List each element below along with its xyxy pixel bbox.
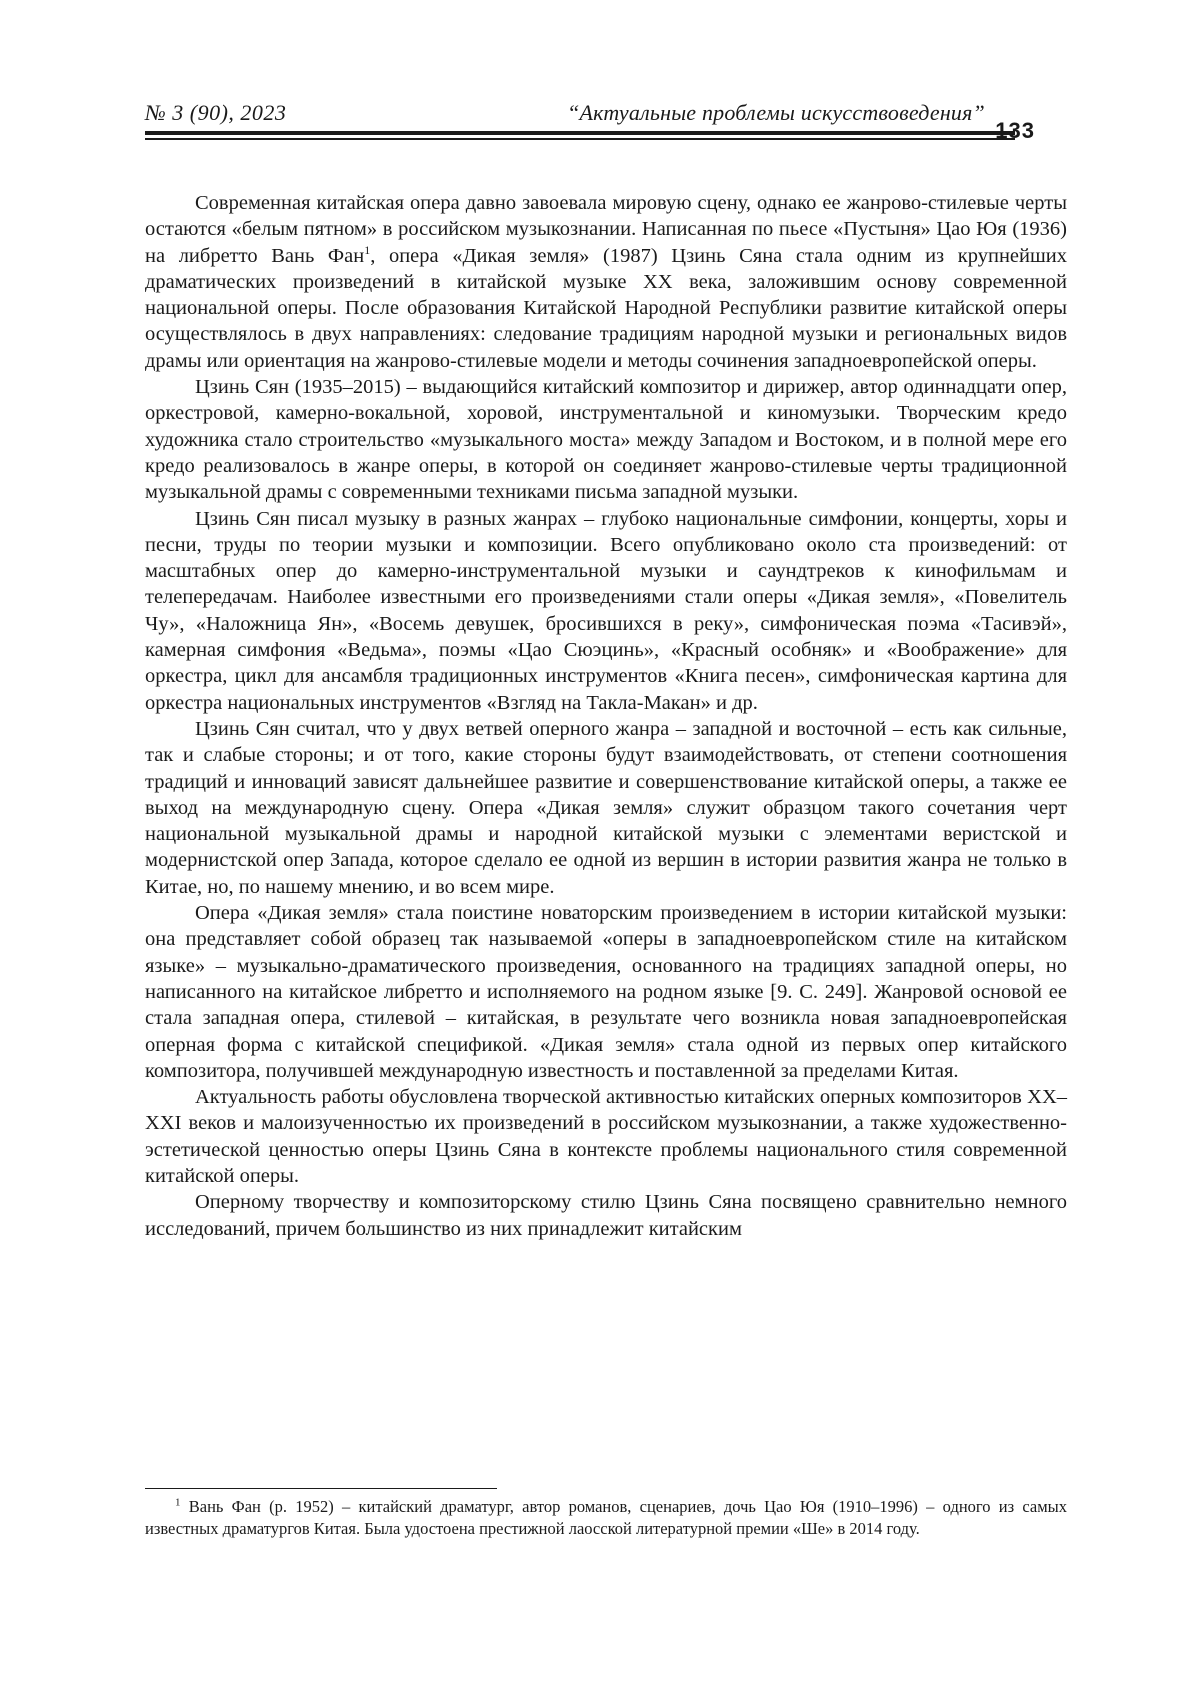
issue-number: № 3 (90), 2023 bbox=[145, 100, 286, 126]
paragraph-1-text-start: Современная китайская опера давно завоевала мировую сцену, однако ее жанрово-стилевые черты остаются «белым пятном» в российском музыкознании. Написанная по пьесе «Пустыня» Цао Юя (1936) на либретто Вань Фан bbox=[145, 192, 1067, 267]
footnote-mark: 1 bbox=[175, 1497, 181, 1509]
header-rule-thick bbox=[145, 131, 1015, 135]
footnote-text: Вань Фан (р. 1952) – китайский драматург, автор романов, сценариев, дочь Цао Юя (1910–1996) – одного из самых известных драматургов Китая. Была удостоена престижной лаосской литературной премии «Ше» в 2014 году. bbox=[145, 1497, 1067, 1538]
paragraph-6: Актуальность работы обусловлена творческой активностью китайских оперных композиторов XX–XXI веков и малоизученностью их произведений в российском музыкознании, а также художественно-эстетической ценностью оперы Цзинь Сяна в контексте проблемы национального стиля современной китайской оперы. bbox=[145, 1084, 1067, 1189]
paragraph-3: Цзинь Сян писал музыку в разных жанрах – глубоко национальные симфонии, концерты, хоры и песни, труды по теории музыки и композиции. Всего опубликовано около ста произведений: от масштабных опер до камерно-инструментальной музыки и саундтреков к кинофильмам и телепередачам. Наиболее известными его произведениями стали оперы «Дикая земля», «Повелитель Чу», «Наложница Ян», «Восемь девушек, бросившихся в реку», симфоническая поэма «Тасивэй», камерная симфония «Ведьма», поэмы «Цао Сюэцинь», «Красный особняк» и «Воображение» для оркестра, цикл для ансамбля традиционных инструментов «Книга песен», симфоническая картина для оркестра национальных инструментов «Взгляд на Такла-Макан» и др. bbox=[145, 506, 1067, 716]
footnote-reference: 1 bbox=[364, 243, 370, 257]
paragraph-1 bbox=[145, 190, 1067, 374]
paragraph-5: Опера «Дикая земля» стала поистине новаторским произведением в истории китайской музыки: она представляет собой образец так называемой «оперы в западноевропейском стиле на китайском языке» – музыкально-драматического произведения, основанного на традициях западной оперы, но написанного на китайское либретто и исполняемого на родном языке [9. С. 249]. Жанровой основой ее стала западная опера, стилевой – китайская, в результате чего возникла новая западноевропейская оперная форма с китайской спецификой. «Дикая земля» стала одной из первых опер китайского композитора, получившей международную известность и поставленной за пределами Китая. bbox=[145, 900, 1067, 1084]
paragraph-4: Цзинь Сян считал, что у двух ветвей оперного жанра – западной и восточной – есть как сильные, так и слабые стороны; и от того, какие стороны будут взаимодействовать, от степени соотношения традиций и инноваций зависят дальнейшее развитие и совершенствование китайской оперы, а также ее выход на международную сцену. Опера «Дикая земля» служит образцом такого сочетания черт национальной музыкальной драмы и народной китайской музыки с элементами веристской и модернистской опер Запада, которое сделало ее одной из вершин в истории развития жанра не только в Китае, но, по нашему мнению, и во всем мире. bbox=[145, 716, 1067, 900]
journal-title: “Актуальные проблемы искусствоведения” bbox=[567, 100, 985, 126]
paragraph-2: Цзинь Сян (1935–2015) – выдающийся китайский композитор и дирижер, автор одиннадцати опер, оркестровой, камерно-вокальной, хоровой, инструментальной и киномузыки. Творческим кредо художника стало строительство «музыкального моста» между Западом и Востоком, и в полной мере его кредо реализовалось в жанре оперы, в которой он соединяет жанрово-стилевые черты традиционной музыкальной драмы с современными техниками письма западной музыки. bbox=[145, 374, 1067, 505]
paragraph-7: Оперному творчеству и композиторскому стилю Цзинь Сяна посвящено сравнительно немного исследований, причем большинство из них принадлежит китайским bbox=[145, 1189, 1067, 1242]
footnote-separator bbox=[145, 1488, 497, 1489]
header-rule-thin bbox=[145, 138, 1015, 140]
page-number: 133 bbox=[995, 118, 1035, 144]
journal-page bbox=[0, 0, 1200, 1698]
running-header bbox=[145, 96, 1035, 146]
article-body bbox=[145, 190, 1067, 1242]
footnote bbox=[145, 1496, 1067, 1539]
paragraph-1-text-end: , опера «Дикая земля» (1987) Цзинь Сяна стала одним из крупнейших драматических произведений в китайской музыке XX века, заложившим основу современной национальной оперы. После образования Китайской Народной Республики развитие китайской оперы осуществлялось в двух направлениях: следование традициям народной музыки и региональных видов драмы или ориентация на жанрово-стилевые модели и методы сочинения западноевропейской оперы. bbox=[145, 245, 1067, 372]
